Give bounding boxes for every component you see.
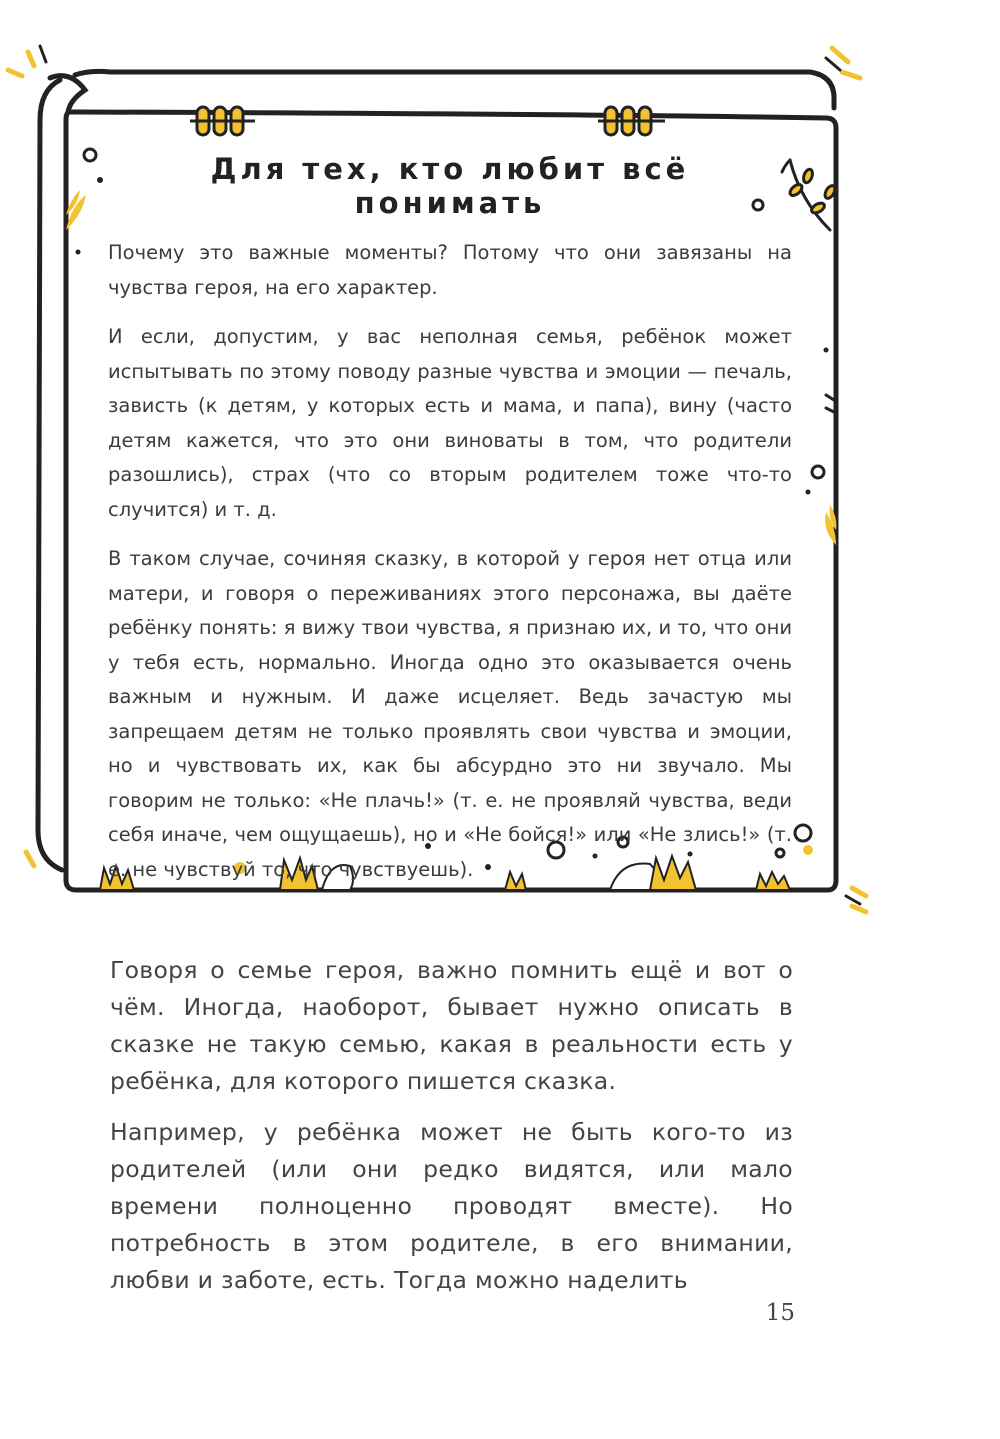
dot-decor: [76, 250, 81, 255]
leaf-sprig-top-right: [782, 160, 837, 230]
circle-decor: [753, 200, 763, 210]
sparkle-bottom-left: [26, 852, 34, 866]
box-paragraph: И если, допустим, у вас неполная семья, ребёнок может испытывать по этому поводу разные чувства и эмоции — печаль, зависть (к детям, у которых есть и мама, и папа), вину (часто детям кажется, что это они виноваты в том, что родители разошлись), страх (что со вторым родителем тоже что-то случится) и т. д.: [108, 325, 792, 521]
yellow-dot-decor: [803, 845, 813, 855]
circle-decor: [84, 149, 96, 161]
dot-decor: [824, 348, 829, 353]
main-body: [110, 952, 793, 1313]
box-paragraph: В таком случае, сочиняя сказку, в которой у героя нет отца или матери, и говоря о переживаниях этого персонажа, вы даёте ребёнку понять: я вижу твои чувства, я признаю их, и то, что они у тебя есть, нормально. Иногда одно это оказывается очень важным и нужным. И даже исцеляет. Ведь зачастую мы запрещаем детям не только проявлять свои чувства и эмоции, но и чувствовать их, как бы абсурдно это ни звучало. Мы говорим не только: «Не плачь!» (т. е. не проявляй чувства, веди себя иначе, чем ощущаешь), но и «Не бойся!» или «Не злись!» (т. е. не чувствуй то, что чувствуешь).: [108, 547, 792, 881]
dot-decor: [806, 490, 811, 495]
circle-decor: [795, 825, 811, 841]
dot-decor: [97, 177, 103, 183]
leaf-left: [66, 190, 86, 230]
box-body: [108, 236, 792, 902]
box-title: Для тех, кто любит всё понимать: [210, 152, 690, 220]
page-number: 15: [765, 1300, 795, 1326]
sparkle-top-left: [8, 46, 46, 76]
main-paragraph: Говоря о семье героя, важно помнить ещё и вот о чём. Иногда, наоборот, бывает нужно описать в сказке не такую семью, какая в реальности есть у ребёнка, для которого пишется сказка.: [110, 956, 793, 1095]
binder-rings-right: [598, 107, 665, 135]
circle-decor: [812, 466, 824, 478]
sparkle-top-right: [826, 48, 860, 78]
box-paragraph: Почему это важные моменты? Потому что они завязаны на чувства героя, на его характер.: [108, 241, 792, 299]
main-paragraph: Например, у ребёнка может не быть кого-то из родителей (или они редко видятся, или мало времени полноценно проводят вместе). Но потребность в этом родителе, в его внимании, любви и заботе, есть. Тогда можно наделить: [110, 1118, 793, 1294]
sparkle-bottom-right: [846, 888, 866, 912]
leaf-right-small: [826, 395, 834, 412]
